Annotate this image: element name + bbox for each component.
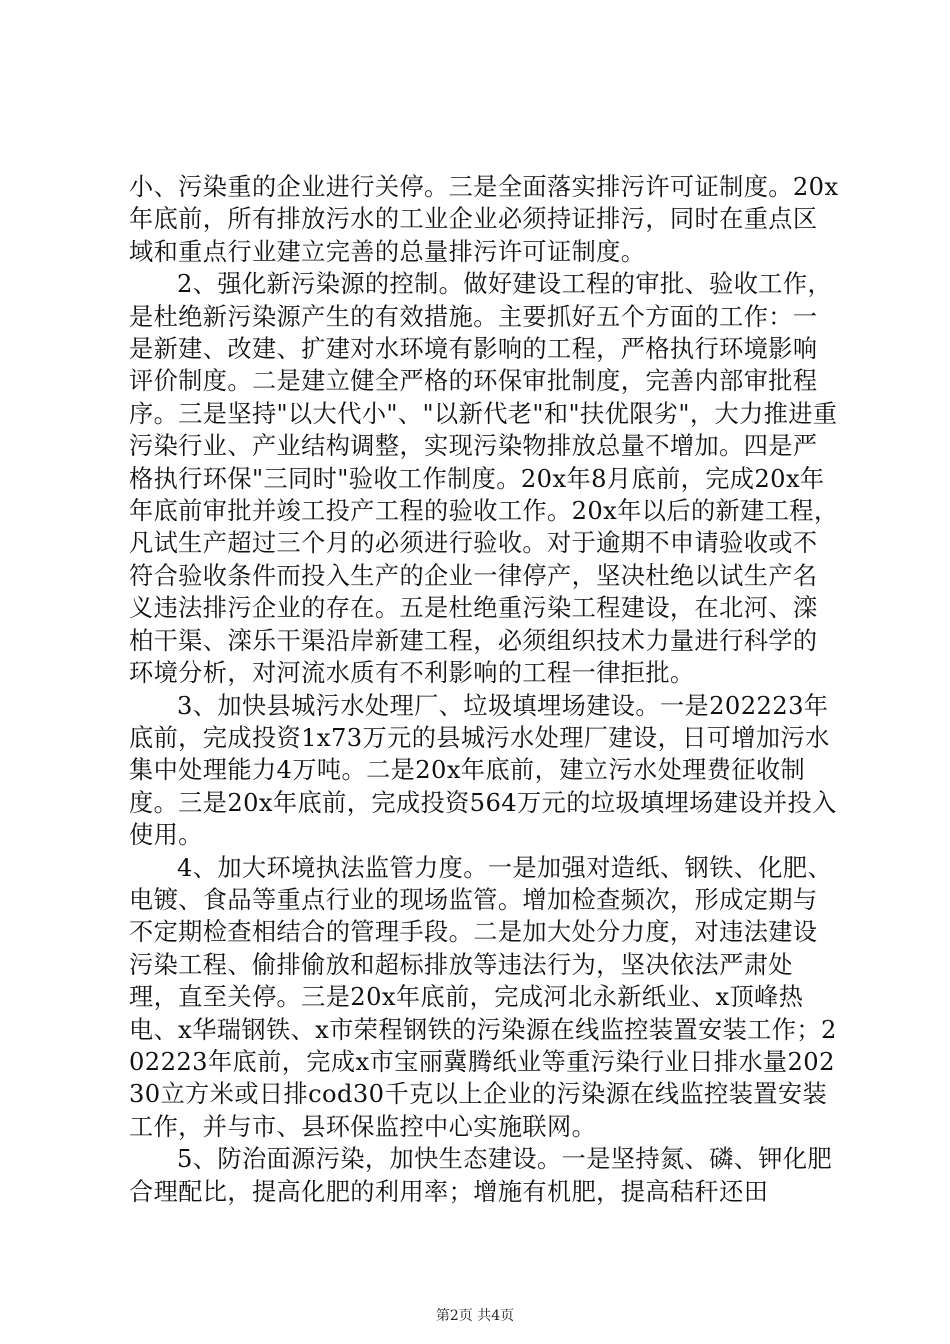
document-body	[129, 171, 839, 1208]
paragraph-item-5: 5、防治面源污染，加快生态建设。一是坚持氮、磷、钾化肥合理配比，提高化肥的利用率；增施有机肥，提高秸秆还田	[129, 1145, 833, 1206]
page-number-footer: 第2页 共4页	[435, 1308, 515, 1324]
paragraph-item-4: 4、加大环境执法监管力度。一是加强对造纸、钢铁、化肥、电镀、食品等重点行业的现场监管。增加检查频次，形成定期与不定期检查相结合的管理手段。二是加大处分力度，对违法建设污染工程、偷排偷放和超标排放等违法行为，坚决依法严肃处理，直至关停。三是20x年底前，完成河北永新纸业、x顶峰热电、x华瑞钢铁、x市荣程钢铁的污染源在线监控装置安装工作；202223年底前，完成x市宝丽冀腾纸业等重污染行业日排水量20230立方米或日排cod30千克以上企业的污染源在线监控装置安装工作，并与市、县环保监控中心实施联网。	[129, 853, 837, 1141]
paragraph-item-3: 3、加快县城污水处理厂、垃圾填埋场建设。一是202223年底前，完成投资1x73万元的县城污水处理厂建设，日可增加污水集中处理能力4万吨。二是20x年底前，建立污水处理费征收制度。三是20x年底前，完成投资564万元的垃圾填埋场建设并投入使用。	[129, 691, 837, 850]
paragraph-continuation: 小、污染重的企业进行关停。三是全面落实排污许可证制度。20x年底前，所有排放污水的工业企业必须持证排污，同时在重点区域和重点行业建立完善的总量排污许可证制度。	[129, 173, 839, 266]
paragraph-item-2: 2、强化新污染源的控制。做好建设工程的审批、验收工作，是杜绝新污染源产生的有效措施。主要抓好五个方面的工作：一是新建、改建、扩建对水环境有影响的工程，严格执行环境影响评价制度。二是建立健全严格的环保审批制度，完善内部审批程序。三是坚持"以大代小"、"以新代老"和"扶优限劣"，大力推进重污染行业、产业结构调整，实现污染物排放总量不增加。四是严格执行环保"三同时"验收工作制度。20x年8月底前，完成20x年年底前审批并竣工投产工程的验收工作。20x年以后的新建工程，凡试生产超过三个月的必须进行验收。对于逾期不申请验收或不符合验收条件而投入生产的企业一律停产，坚决杜绝以试生产名义违法排污企业的存在。五是杜绝重污染工程建设，在北河、滦柏干渠、滦乐干渠沿岸新建工程，必须组织技术力量进行科学的环境分析，对河流水质有不利影响的工程一律拒批。	[129, 270, 839, 688]
